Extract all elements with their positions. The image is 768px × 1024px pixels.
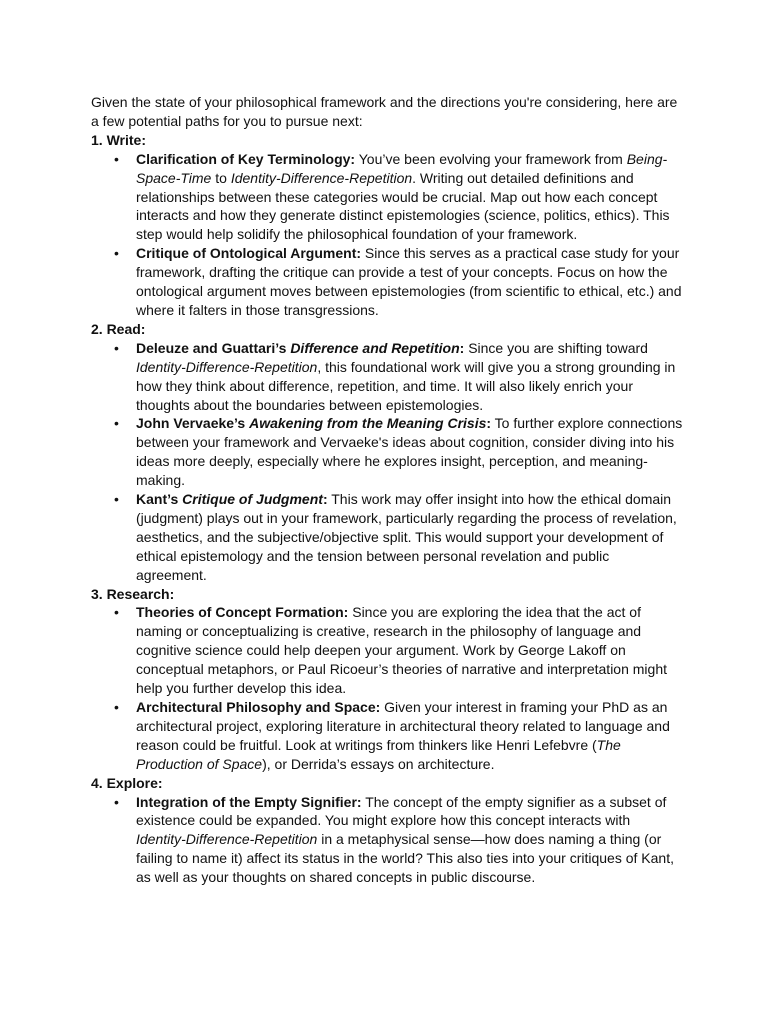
list-item [136,150,683,245]
text-run: Given your interest in framing your PhD as an architectural project, exploring literature in architectural theory related to language and reason could be fruitful. Look at writings from thinkers like Henri Lefebvre ( [136,699,670,753]
bullet-list [91,793,683,888]
text-run: ), or Derrida’s essays on architecture. [262,755,495,772]
text-run: Being-Space-Time [136,150,668,186]
text-run: Since you are shifting toward [464,339,648,356]
text-run: in a metaphysical sense—how does naming a thing (or failing to name it) affect its status in the world? This also ties into your critiques of Kant, as well as your thoughts on shared concepts in public discourse. [136,831,674,886]
text-run: . Writing out detailed definitions and relationships between these categories would be crucial. Map out how each concept interacts and how they generate distinct epistemologies (science, politics, ethics). This step would help solidify the philosophical foundation of your framework. [136,169,670,243]
text-run: Awakening from the Meaning Crisis [249,415,487,432]
section-explore [91,774,683,887]
list-item [136,698,683,774]
bullet-list [91,339,683,585]
section-research [91,585,683,774]
text-run: Since this serves as a practical case study for your framework, drafting the critique can provide a test of your concepts. Focus on how the ontological argument moves between epistemologies (from scientific to ethical, etc.) and where it falters in those transgressions. [136,245,682,318]
text-run: : [459,339,465,356]
text-run: The concept of the empty signifier as a subset of existence could be expanded. You might explore how this concept interacts with [136,793,667,829]
section-heading: 3. Research: [91,585,175,602]
section-write [91,131,683,320]
text-run: to [211,169,231,186]
text-run: Identity-Difference-Repetition [230,169,413,186]
bullet-list [91,150,683,320]
text-run: Identity-Difference-Repetition [136,831,318,848]
text-run: : [486,415,492,432]
text-run: Integration of the Empty Signifier: [136,793,362,810]
text-run: : [322,491,328,508]
text-run: John Vervaeke’s [136,415,250,432]
document-page [91,93,683,887]
list-item [136,793,683,888]
text-run: You’ve been evolving your framework from [355,150,627,167]
list-item [136,490,683,585]
text-run: Since you are exploring the idea that the act of naming or conceptualizing is creative, research in the philosophy of language and cognitive science could help deepen your argument. Work by George Lakoff on conceptual metaphors, or Paul Ricoeur’s theories of narrative and interpretation might help you further develop this idea. [136,604,667,697]
text-run: Critique of Judgment [182,491,323,508]
list-item [136,339,683,415]
section-heading: 4. Explore: [91,774,163,791]
text-run: Deleuze and Guattari’s [136,339,291,356]
bullet-list [91,603,683,773]
text-run: Kant’s [136,491,183,508]
text-run: The Production of Space [136,736,621,772]
section-heading: 2. Read: [91,320,146,337]
text-run: Critique of Ontological Argument: [136,245,362,262]
list-item [136,603,683,698]
intro-paragraph: Given the state of your philosophical framework and the directions you're considering, here are a few potential paths for you to pursue next: [91,94,678,129]
text-run: Clarification of Key Terminology: [136,150,356,167]
text-run: To further explore connections between your framework and Vervaeke's ideas about cognition, consider diving into his ideas more deeply, especially where he explores insight, perception, and meaning-making. [136,415,683,489]
text-run: Difference and Repetition [290,339,460,356]
text-run: This work may offer insight into how the ethical domain (judgment) plays out in your framework, particularly regarding the process of revelation, aesthetics, and the subjective/objective split. This would support your development of ethical epistemology and the tension between personal revelation and public agreement. [136,491,677,583]
text-run: Theories of Concept Formation: [136,604,349,621]
section-read [91,320,683,585]
list-item [136,414,683,490]
list-item [136,244,683,320]
text-run: Architectural Philosophy and Space: [136,699,381,715]
text-run: , this foundational work will give you a strong grounding in how they think about difference, repetition, and time. It will also likely enrich your thoughts about the boundaries between epistemologies. [136,358,676,413]
section-heading: 1. Write: [91,131,146,148]
text-run: Identity-Difference-Repetition [136,358,318,375]
